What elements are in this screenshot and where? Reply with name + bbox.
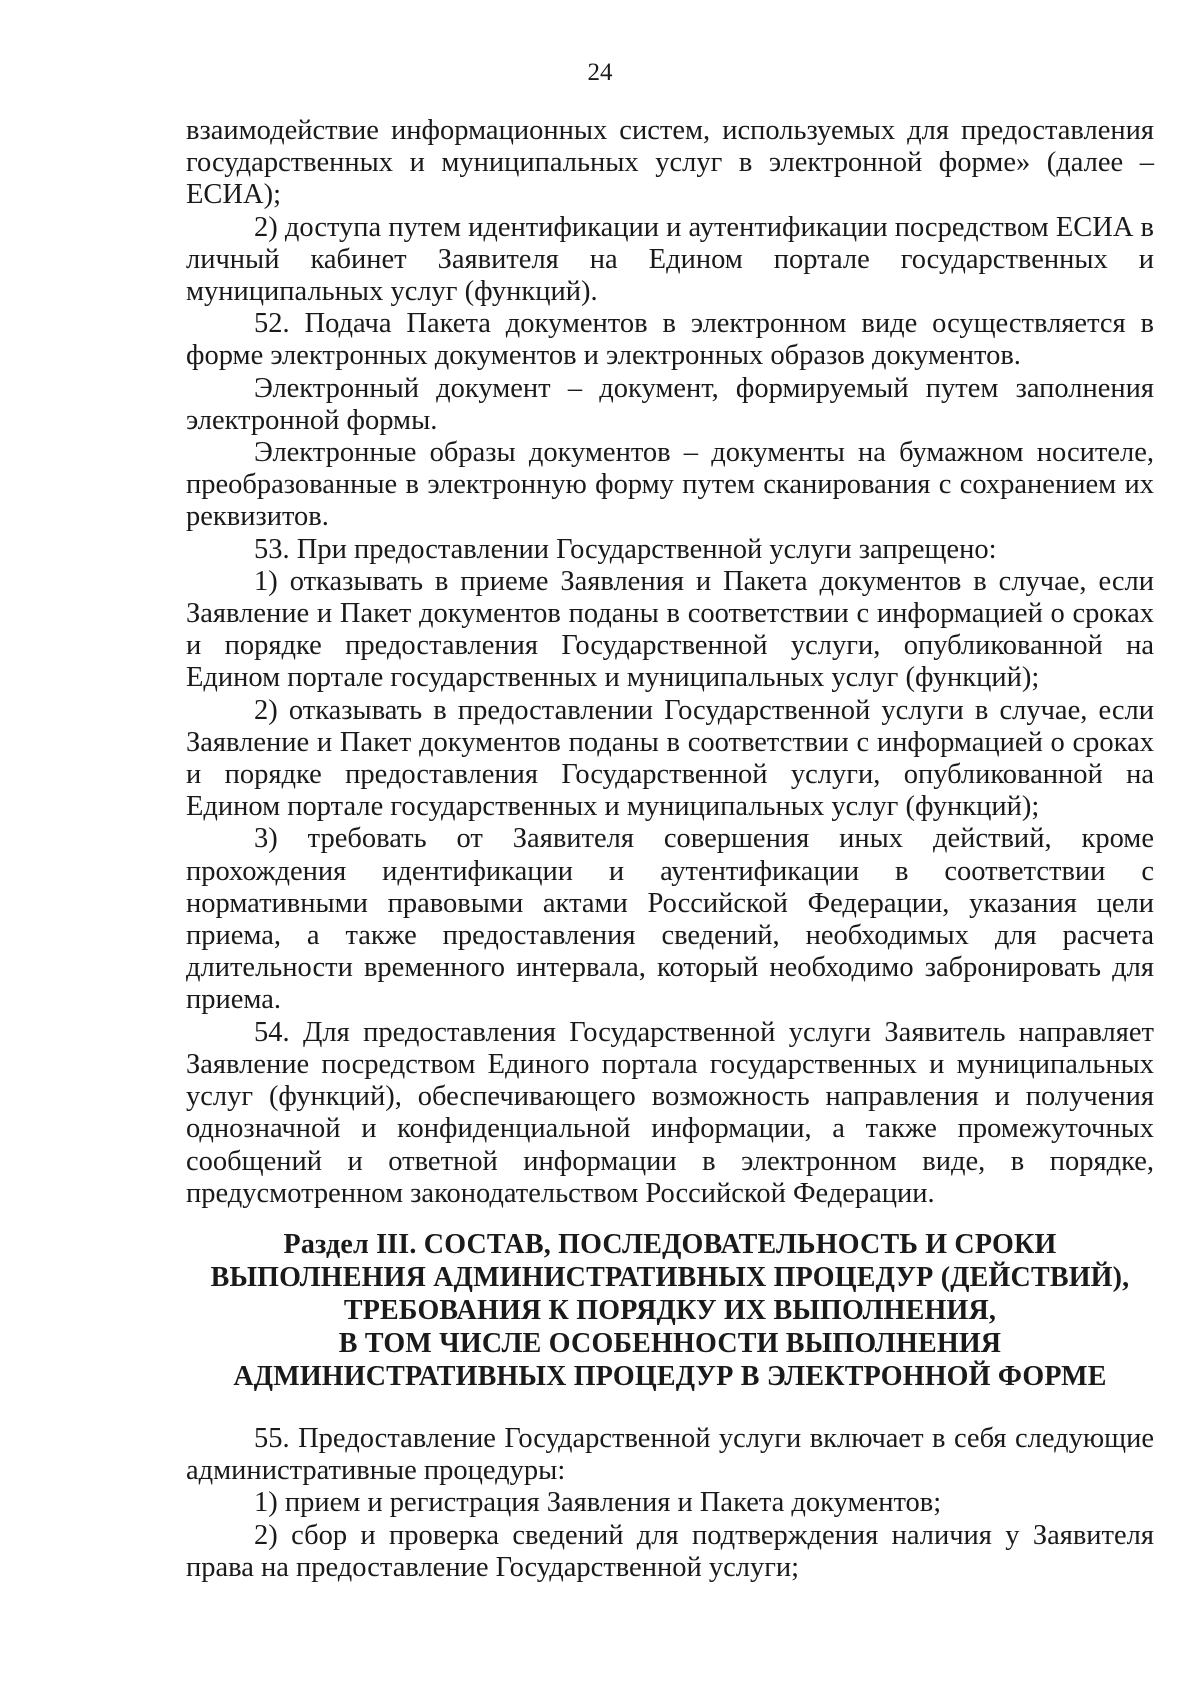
paragraph: 2) отказывать в предоставлении Государственной услуги в случае, если Заявление и Пакет документов поданы в соответствии с информацией о сроках и порядке предоставления Государственной услуги, опубликованной на Едином портале государственных и муниципальных услуг (функций); xyxy=(186,694,1154,823)
page-number: 24 xyxy=(587,59,613,86)
paragraph: Электронный документ – документ, формируемый путем заполнения электронной формы. xyxy=(186,372,1154,436)
paragraph: 52. Подача Пакета документов в электронном виде осуществляется в форме электронных документов и электронных образов документов. xyxy=(186,308,1154,372)
paragraph: взаимодействие информационных систем, используемых для предоставления государственных и муниципальных услуг в электронной форме» (далее – ЕСИА); xyxy=(186,115,1154,211)
section-heading-line: ВЫПОЛНЕНИЯ АДМИНИСТРАТИВНЫХ ПРОЦЕДУР (ДЕЙСТВИЙ), xyxy=(210,1262,1130,1293)
section-heading-line: В ТОМ ЧИСЛЕ ОСОБЕННОСТИ ВЫПОЛНЕНИЯ xyxy=(338,1328,1002,1359)
body-text-top xyxy=(186,115,1154,1210)
paragraph: 3) требовать от Заявителя совершения иных действий, кроме прохождения идентификации и аутентификации в соответствии с нормативными правовыми актами Российской Федерации, указания цели приема, а также предоставления сведений, необходимых для расчета длительности временного интервала, который необходимо забронировать для приема. xyxy=(186,823,1154,1016)
body-text-bottom xyxy=(186,1423,1154,1584)
paragraph: 1) отказывать в приеме Заявления и Пакета документов в случае, если Заявление и Пакет документов поданы в соответствии с информацией о сроках и порядке предоставления Государственной услуги, опубликованной на Едином портале государственных и муниципальных услуг (функций); xyxy=(186,565,1154,694)
section-heading-line: ТРЕБОВАНИЯ К ПОРЯДКУ ИХ ВЫПОЛНЕНИЯ, xyxy=(343,1295,997,1326)
paragraph: 54. Для предоставления Государственной услуги Заявитель направляет Заявление посредством Единого портала государственных и муниципальных услуг (функций), обеспечивающего возможность направления и получения однозначной и конфиденциальной информации, а также промежуточных сообщений и ответной информации в электронном виде, в порядке, предусмотренном законодательством Российской Федерации. xyxy=(186,1016,1154,1209)
section-heading-line: АДМИНИСТРАТИВНЫХ ПРОЦЕДУР В ЭЛЕКТРОННОЙ ФОРМЕ xyxy=(233,1361,1107,1392)
paragraph: Электронные образы документов – документы на бумажном носителе, преобразованные в электронную форму путем сканирования с сохранением их реквизитов. xyxy=(186,437,1154,533)
paragraph: 55. Предоставление Государственной услуги включает в себя следующие административные процедуры: xyxy=(186,1423,1154,1487)
paragraph: 2) доступа путем идентификации и аутентификации посредством ЕСИА в личный кабинет Заявителя на Едином портале государственных и муниципальных услуг (функций). xyxy=(186,211,1154,308)
paragraph: 1) прием и регистрация Заявления и Пакета документов; xyxy=(254,1487,942,1519)
paragraph: 2) сбор и проверка сведений для подтверждения наличия у Заявителя права на предоставление Государственной услуги; xyxy=(186,1519,1154,1583)
paragraph: 53. При предоставлении Государственной услуги запрещено: xyxy=(254,533,997,565)
section-heading xyxy=(186,1228,1154,1393)
section-heading-line: Раздел III. СОСТАВ, ПОСЛЕДОВАТЕЛЬНОСТЬ И СРОКИ xyxy=(283,1229,1057,1260)
